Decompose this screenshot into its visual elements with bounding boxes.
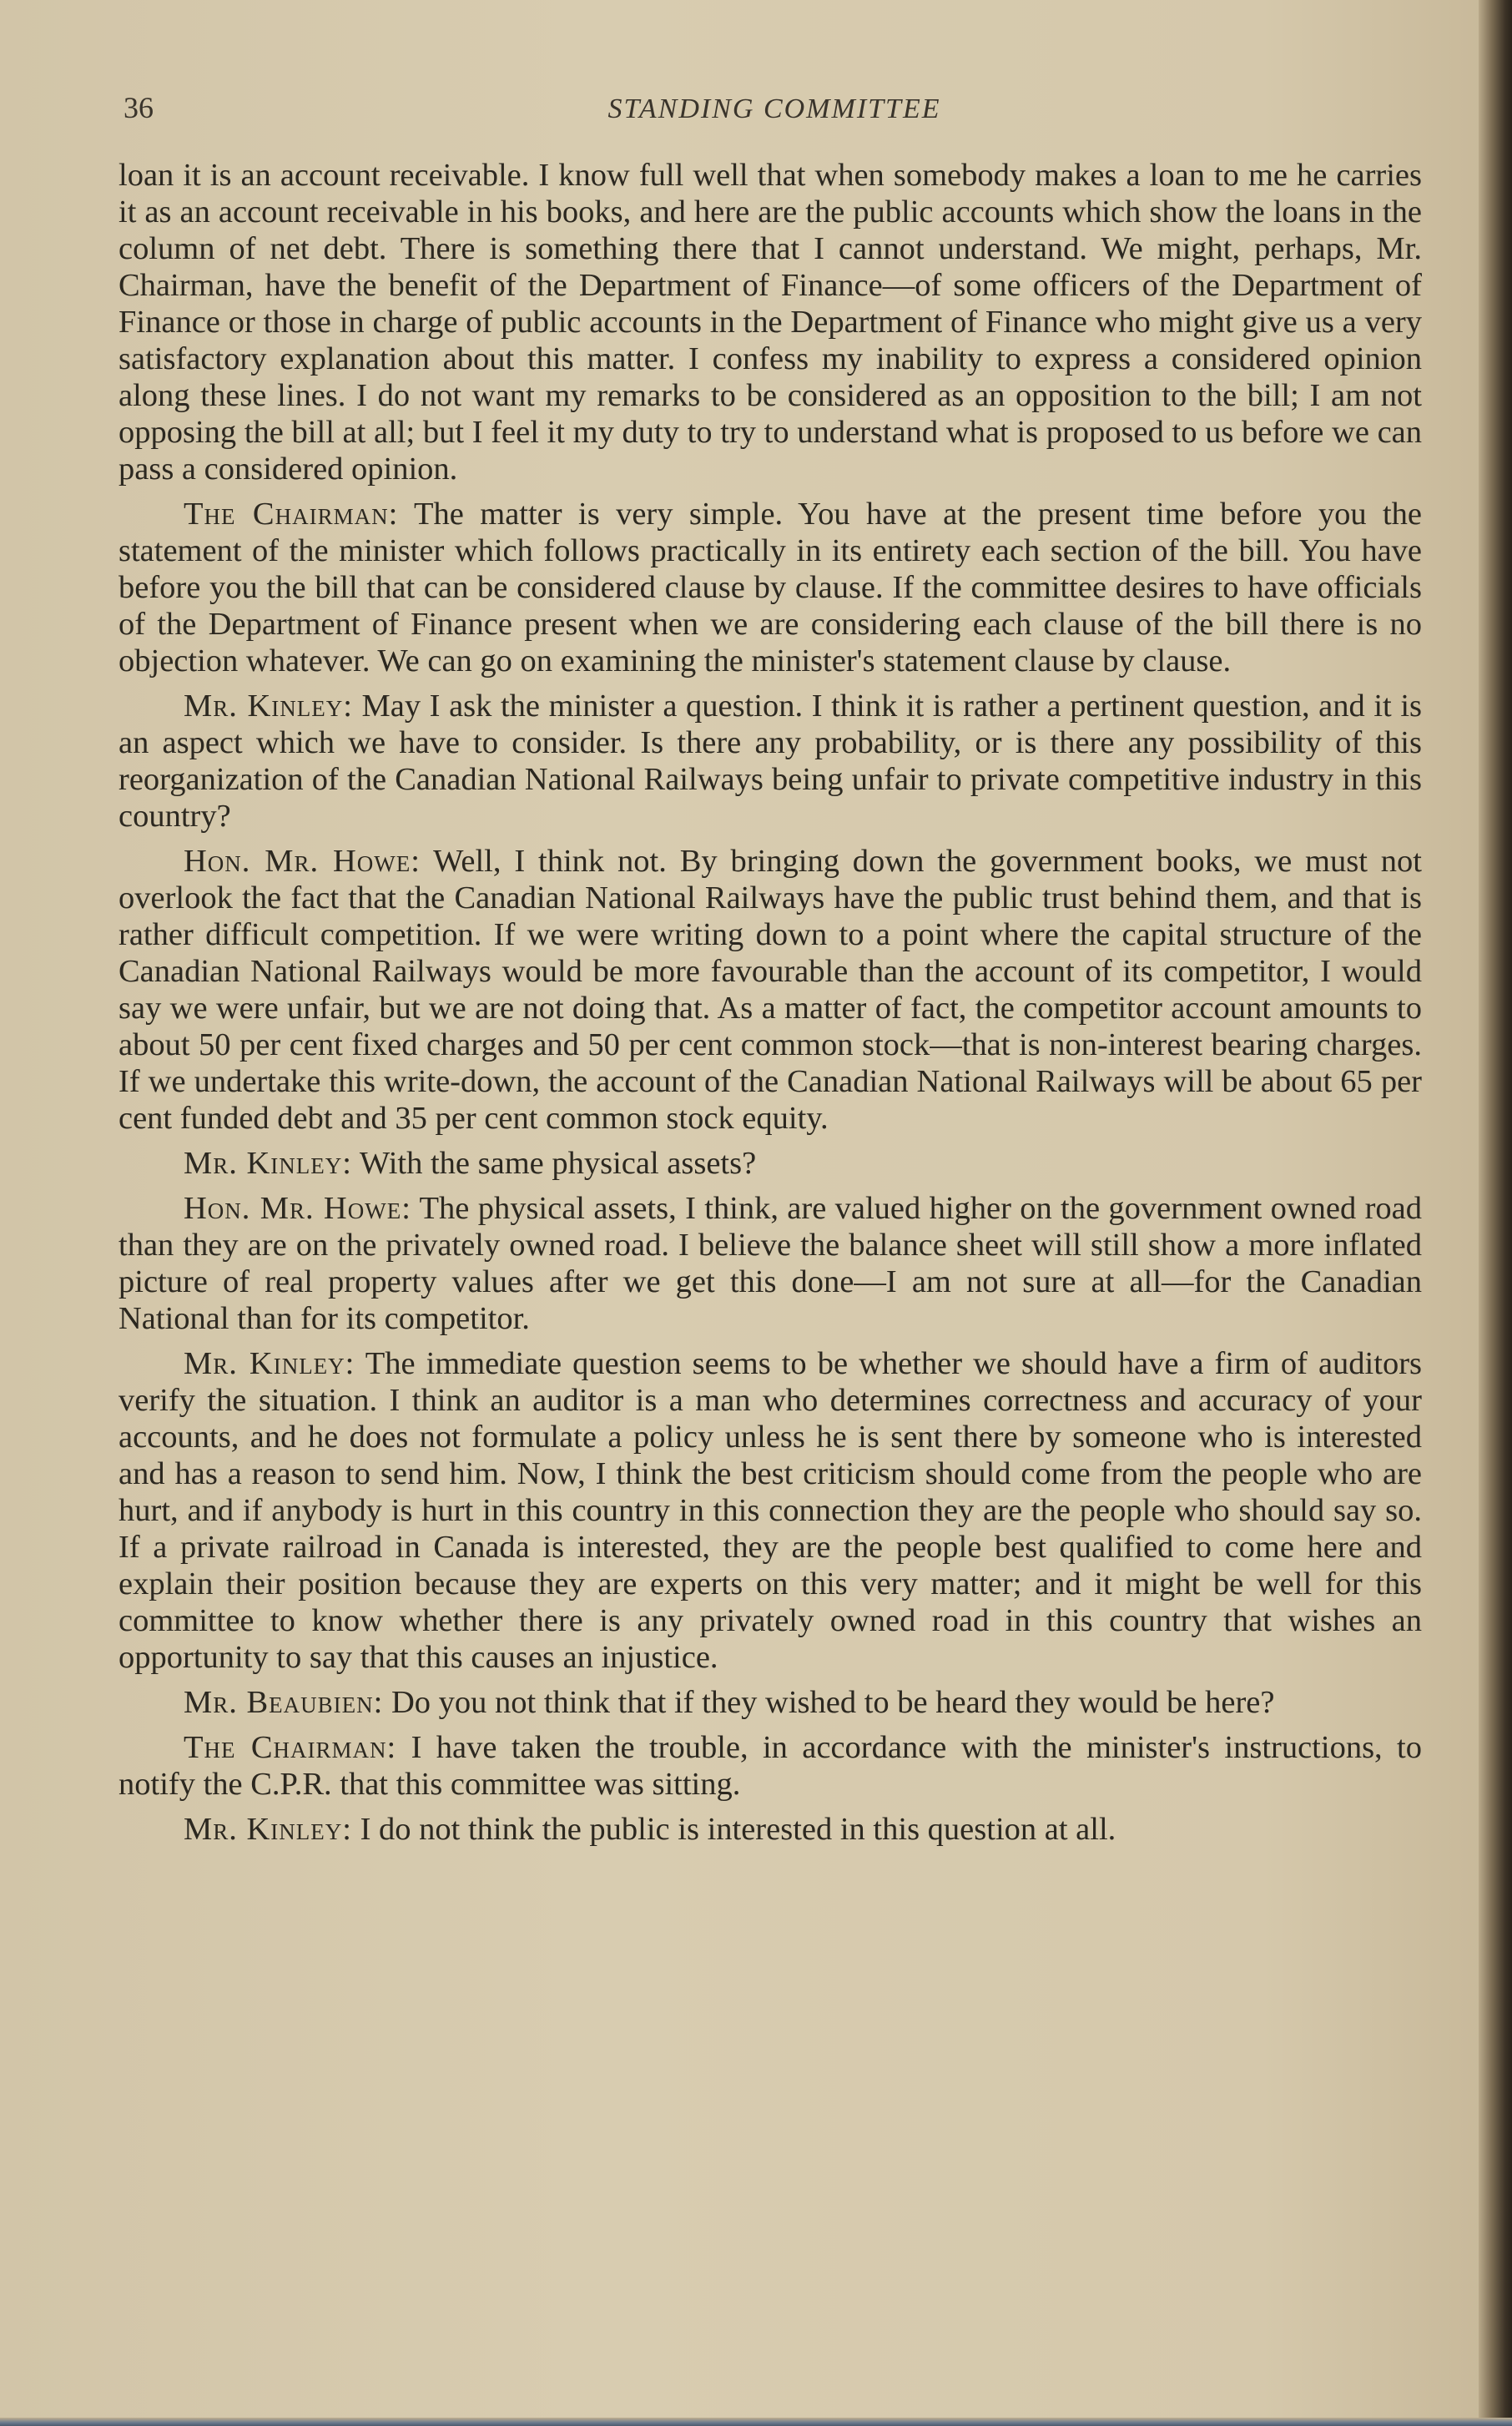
speech-kinley xyxy=(118,1345,1422,1676)
speech-kinley xyxy=(118,1811,1422,1848)
paragraph-continuation xyxy=(118,157,1422,487)
speech-text: May I ask the minister a question. I think it is rather a pertinent question, and it is an aspect which we have to consider. Is there any probability, or is there any possibility of this reorganization of the Canadian National Railways being unfair to private competitive industry in this country? xyxy=(118,688,1423,834)
speech-beaubien xyxy=(118,1684,1422,1721)
speech-text: The physical assets, I think, are valued higher on the government owned road than they are on the privately owned road. I believe the balance sheet will still show a more inflated picture of real property values after we get this done—I am not sure at all—for the Canadian National than for its competitor. xyxy=(118,1191,1422,1336)
speech-kinley xyxy=(118,1145,1422,1182)
speaker-name: Hon. Mr. Howe: xyxy=(184,1191,411,1226)
speech-text: The immediate question seems to be whether we should have a firm of auditors verify the situation. I think an auditor is a man who determines correctness and accuracy of your accounts, and he does not formulate a policy unless he is sent there by someone who is interested and has a reason to send him. Now, I think the best criticism should come from the people who are hurt, and if anybody is hurt in this country in this connection they are the people who should say so. If a private railroad in Canada is interested, they are the people best qualified to come here and explain their position because they are experts on this very matter; and it might be well for this committee to know whether there is any privately owned road in this country that wishes an opportunity to say that this causes an injustice. xyxy=(118,1346,1422,1675)
speech-text: With the same physical assets? xyxy=(351,1146,757,1181)
speech-chairman xyxy=(118,496,1422,679)
speech-howe xyxy=(118,1190,1422,1337)
speaker-name: The Chairman: xyxy=(184,497,399,532)
speech-text: Do you not think that if they wished to be heard they would be here? xyxy=(383,1685,1275,1720)
book-spine-shadow xyxy=(1479,0,1512,2426)
speech-text: Well, I think not. By bringing down the government books, we must not overlook the fact that the Canadian National Railways have the public trust behind them, and that is rather difficult competition. If we were writing down to a point where the capital structure of the Canadian National Railways would be more favourable than the account of its competitor, I would say we were unfair, but we are not doing that. As a matter of fact, the competitor account amounts to about 50 per cent fixed charges and 50 per cent common stock—that is non-interest bearing charges. If we undertake this write-down, the account of the Canadian National Railways will be about 65 per cent funded debt and 35 per cent common stock equity. xyxy=(118,844,1422,1136)
speaker-name: Mr. Kinley: xyxy=(184,1346,355,1381)
page-bottom-edge xyxy=(0,2418,1512,2426)
paragraph-text: loan it is an account receivable. I know full well that when somebody makes a loan to me he carries it as an account receivable in his books, and here are the public accounts which show the loans in the column of net debt. There is something there that I cannot understand. We might, perhaps, Mr. Chairman, have the benefit of the Department of Finance—of some officers of the Department of Finance or those in charge of public accounts in the Department of Finance who might give us a very satisfactory explanation about this matter. I confess my inability to express a considered opinion along these lines. I do not want my remarks to be considered as an opposition to the bill; I am not opposing the bill at all; but I feel it my duty to try to understand what is proposed to us before we can pass a considered opinion. xyxy=(118,158,1422,487)
page-number: 36 xyxy=(123,91,154,124)
speaker-name: The Chairman: xyxy=(184,1730,397,1765)
speaker-name: Mr. Beaubien: xyxy=(184,1685,384,1720)
speech-text: I have taken the trouble, in accordance with the minister's instructions, to notify the C.P.R. that this committee was sitting. xyxy=(118,1730,1422,1802)
speaker-name: Mr. Kinley: xyxy=(184,1812,352,1847)
transcript-body xyxy=(118,157,1422,1856)
speaker-name: Mr. Kinley: xyxy=(184,1146,352,1181)
speaker-name: Hon. Mr. Howe: xyxy=(184,844,421,879)
speech-chairman xyxy=(118,1729,1422,1803)
running-title: STANDING COMMITTEE xyxy=(607,93,941,124)
speaker-name: Mr. Kinley: xyxy=(184,688,353,724)
speech-text: I do not think the public is interested in this question at all. xyxy=(351,1812,1116,1847)
speech-kinley xyxy=(118,688,1422,835)
page-header xyxy=(123,90,1425,140)
speech-text: The matter is very simple. You have at the present time before you the statement of the minister which follows practically in its entirety each section of the bill. You have before you the bill that can be considered clause by clause. If the committee desires to have officials of the Department of Finance present when we are considering each clause of the bill there is no objection whatever. We can go on examining the minister's statement clause by clause. xyxy=(118,497,1423,678)
speech-howe xyxy=(118,843,1422,1137)
